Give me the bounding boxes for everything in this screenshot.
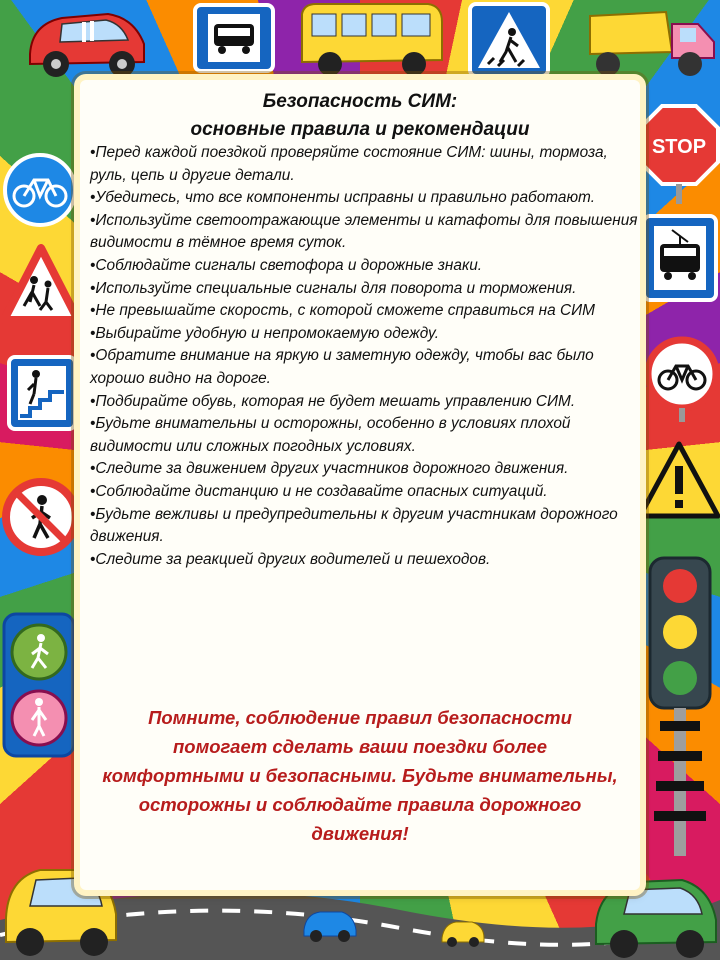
title-line-2: основные правила и рекомендации: [190, 119, 530, 140]
rule-item: • Следите за реакцией других водителей и пешеходов.: [90, 549, 638, 572]
rule-item: • Не превышайте скорость, с которой сможете справиться на СИМ: [90, 300, 638, 323]
dump-truck-icon: [586, 6, 720, 80]
rule-item: • Используйте светоотражающие элементы и катафоты для повышения видимости в тёмное время суток.: [90, 210, 638, 255]
rule-item: • Перед каждой поездкой проверяйте состояние СИМ: шины, тормоза, руль, цепь и другие детали.: [90, 142, 638, 187]
no-bicycles-sign-icon: [644, 336, 720, 422]
rule-item: • Следите за движением других участников дорожного движения.: [90, 458, 638, 481]
title-line-1: Безопасность СИМ:: [262, 91, 458, 112]
traffic-light-icon: [640, 556, 720, 856]
yellow-bus-icon: [296, 0, 446, 80]
rule-item: • Будьте вежливы и предупредительны к другим участникам дорожного движения.: [90, 504, 638, 549]
bus-stop-sign-icon: [192, 2, 276, 74]
stop-sign-text: STOP: [651, 136, 707, 158]
stop-sign-icon: [638, 104, 720, 204]
tram-stop-sign-icon: [640, 212, 720, 304]
rule-item: • Обратите внимание на яркую и заметную одежду, чтобы вас было хорошо видно на дороге.: [90, 345, 638, 390]
underpass-sign-icon: [6, 354, 78, 432]
rule-item: • Выбирайте удобную и непромокаемую одежду.: [90, 323, 638, 346]
rule-item: • Соблюдайте дистанцию и не создавайте опасных ситуаций.: [90, 481, 638, 504]
rule-item: • Подбирайте обувь, которая не будет мешать управлению СИМ.: [90, 391, 638, 414]
rule-item: • Используйте специальные сигналы для поворота и торможения.: [90, 278, 638, 301]
children-warning-sign-icon: [2, 244, 80, 328]
rule-item: • Будьте внимательны и осторожны, особенно в условиях плохой видимости или сложных погодных условиях.: [90, 413, 638, 458]
rules-list: [90, 142, 638, 571]
small-yellow-car-icon: [438, 916, 488, 950]
pedestrian-crossing-sign-icon: [466, 0, 552, 80]
pedestrian-signal-icon: [0, 610, 78, 760]
rule-item: • Убедитесь, что все компоненты исправны и правильно работают.: [90, 187, 638, 210]
no-pedestrians-sign-icon: [2, 478, 80, 562]
blue-car-icon: [300, 904, 360, 944]
warning-exclamation-sign-icon: [638, 440, 720, 524]
red-car-icon: [22, 4, 152, 84]
rule-item: • Соблюдайте сигналы светофора и дорожные знаки.: [90, 255, 638, 278]
page-title: [80, 88, 640, 144]
bicycle-path-sign-icon: [2, 152, 78, 228]
conclusion-text: Помните, соблюдение правил безопасности помогает сделать ваши поездки более комфортными и безопасными. Будьте внимательны, осторожны и соблюдайте правила дорожного движения!: [102, 707, 618, 844]
